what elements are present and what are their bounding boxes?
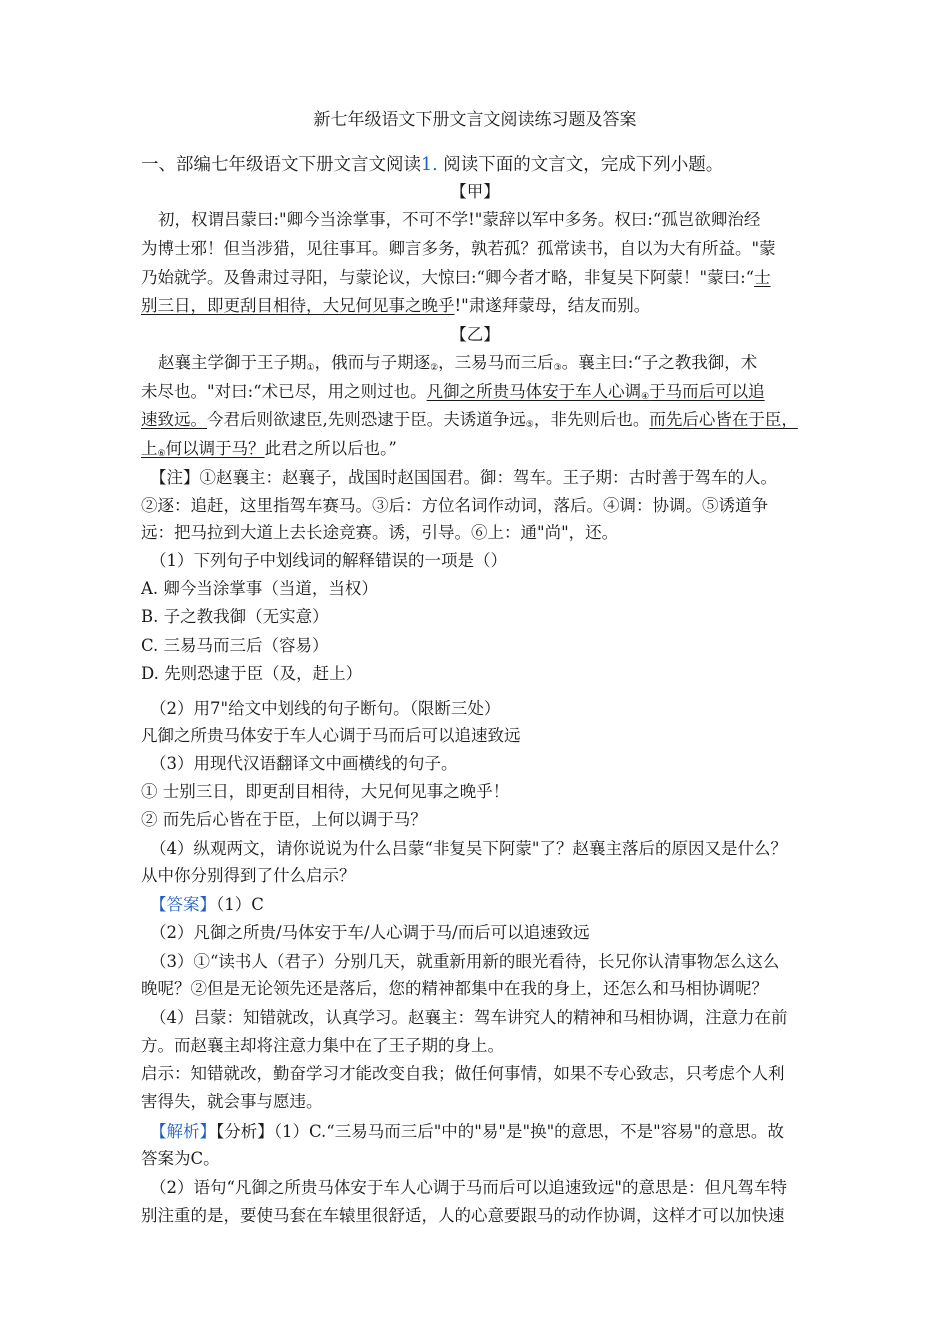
- note-line: ②逐：追赶，这里指驾车赛马。③后：方位名词作动词，落后。④调：协调。⑤诱道争: [141, 496, 768, 515]
- passage-yi-line: 未尽也。"对曰:“术已尽，用之则过也。凡御之所贵马体安于车人心调$_④$于马而后可以追: [141, 382, 765, 402]
- question-4-stem: 从中你分别得到了什么启示？: [141, 866, 356, 885]
- insight-line: 害得失，就会事与愿违。: [141, 1092, 323, 1111]
- question-1-stem: （1）下列句子中划线词的解释错误的一项是（）: [150, 551, 507, 570]
- option-b: B. 子之教我御（无实意）: [141, 607, 329, 626]
- answer-line: 晚呢？②但是无论领先还是落后，您的精神都集中在我的身上，还怎么和马相协调呢？: [141, 979, 768, 998]
- option-c: C. 三易马而三后（容易）: [141, 636, 329, 655]
- question-3-item: ② 而先后心皆在于臣，上何以调于马？: [141, 810, 427, 829]
- answer-line: 方。而赵襄主却将注意力集中在了王子期的身上。: [141, 1036, 504, 1055]
- passage-yi-line: 速致远。今君后则欲逮臣,先则恐逮于臣。夫诱道争远$_⑤$，非先则后也。而先后心皆在于臣，: [141, 410, 798, 430]
- passage-yi-label: 【乙】: [450, 325, 500, 344]
- option-a: A. 卿今当涂掌事（当道，当权）: [141, 579, 378, 598]
- analysis-line: 答案为C。: [141, 1149, 220, 1168]
- passage-yi-line: 赵襄主学御于王子期$_①$，俄而与子期逐$_②$，三易马而三后$_③$。襄主曰:“子之教我御，术: [158, 353, 758, 373]
- option-d: D. 先则恐逮于臣（及，赶上）: [141, 664, 363, 683]
- insight-line: 启示：知错就改，勤奋学习才能改变自我；做任何事情，如果不专心致志，只考虑个人利: [141, 1064, 785, 1083]
- analysis-line: （2）语句“凡御之所贵马体安于车人心调于马而后可以追速致远"的意思是：但凡驾车特: [150, 1178, 788, 1197]
- page-title: 新七年级语文下册文言文阅读练习题及答案: [313, 110, 637, 130]
- question-4-stem: （4）纵观两文，请你说说为什么吕蒙“非复吴下阿蒙"了？赵襄主落后的原因又是什么？: [150, 839, 788, 858]
- analysis-line: 【解析】【分析】（1）C.“三易马而三后"中的"易"是"换"的意思，不是"容易"的意思。故: [150, 1122, 784, 1141]
- analysis-line: 别注重的是，要使马套在车辕里很舒适，人的心意要跟马的动作协调，这样才可以加快速: [141, 1206, 785, 1225]
- passage-jia-line: 为博士邪！但当涉猎，见往事耳。卿言多务，孰若孤？孤常读书，自以为大有所益。"蒙: [141, 239, 776, 258]
- question-3-stem: （3）用现代汉语翻译文中画横线的句子。: [150, 754, 458, 773]
- note-line: 远：把马拉到大道上去长途竞赛。诱，引导。⑥上：通"尚"，还。: [141, 523, 619, 542]
- answer-label: 【答案】: [150, 895, 216, 914]
- question-number: 1.: [421, 155, 438, 175]
- section-heading: 一、部编七年级语文下册文言文阅读1. 阅读下面的文言文，完成下列小题。: [141, 155, 724, 175]
- answer-line: 【答案】（1）C: [150, 895, 264, 914]
- passage-jia-line: 别三日，即更刮目相待，大兄何见事之晚乎!"肃遂拜蒙母，结友而别。: [141, 296, 651, 315]
- question-3-item: ① 士别三日，即更刮目相待，大兄何见事之晚乎！: [141, 782, 510, 801]
- passage-jia-label: 【甲】: [450, 182, 500, 201]
- passage-jia-line: 初，权谓吕蒙曰:"卿今当涂掌事，不可不学!"蒙辞以军中多务。权曰:“孤岂欲卿治经: [158, 210, 761, 229]
- passage-yi-line: 上$_⑥$何以调于马？此君之所以后也。”: [141, 439, 397, 459]
- question-2-stem: （2）用7"给文中划线的句子断句。（限断三处）: [150, 699, 501, 718]
- analysis-label: 【解析】: [150, 1122, 216, 1141]
- answer-line: （3）①“读书人（君子）分别几天，就重新用新的眼光看待，长兄你认清事物怎么这么: [150, 952, 780, 971]
- answer-line: （2）凡御之所贵/马体安于车/人心调于马/而后可以追速致远: [150, 923, 590, 942]
- question-2-text: 凡御之所贵马体安于车人心调于马而后可以追速致远: [141, 726, 521, 745]
- answer-line: （4）吕蒙：知错就改，认真学习。赵襄主：驾车讲究人的精神和马相协调，注意力在前: [150, 1008, 788, 1027]
- passage-jia-line: 乃始就学。及鲁肃过寻阳，与蒙论议，大惊曰:“卿今者才略，非复吴下阿蒙！"蒙曰:“士: [141, 268, 771, 287]
- note-line: 【注】①赵襄主：赵襄子，战国时赵国国君。御：驾车。王子期：古时善于驾车的人。: [150, 468, 777, 487]
